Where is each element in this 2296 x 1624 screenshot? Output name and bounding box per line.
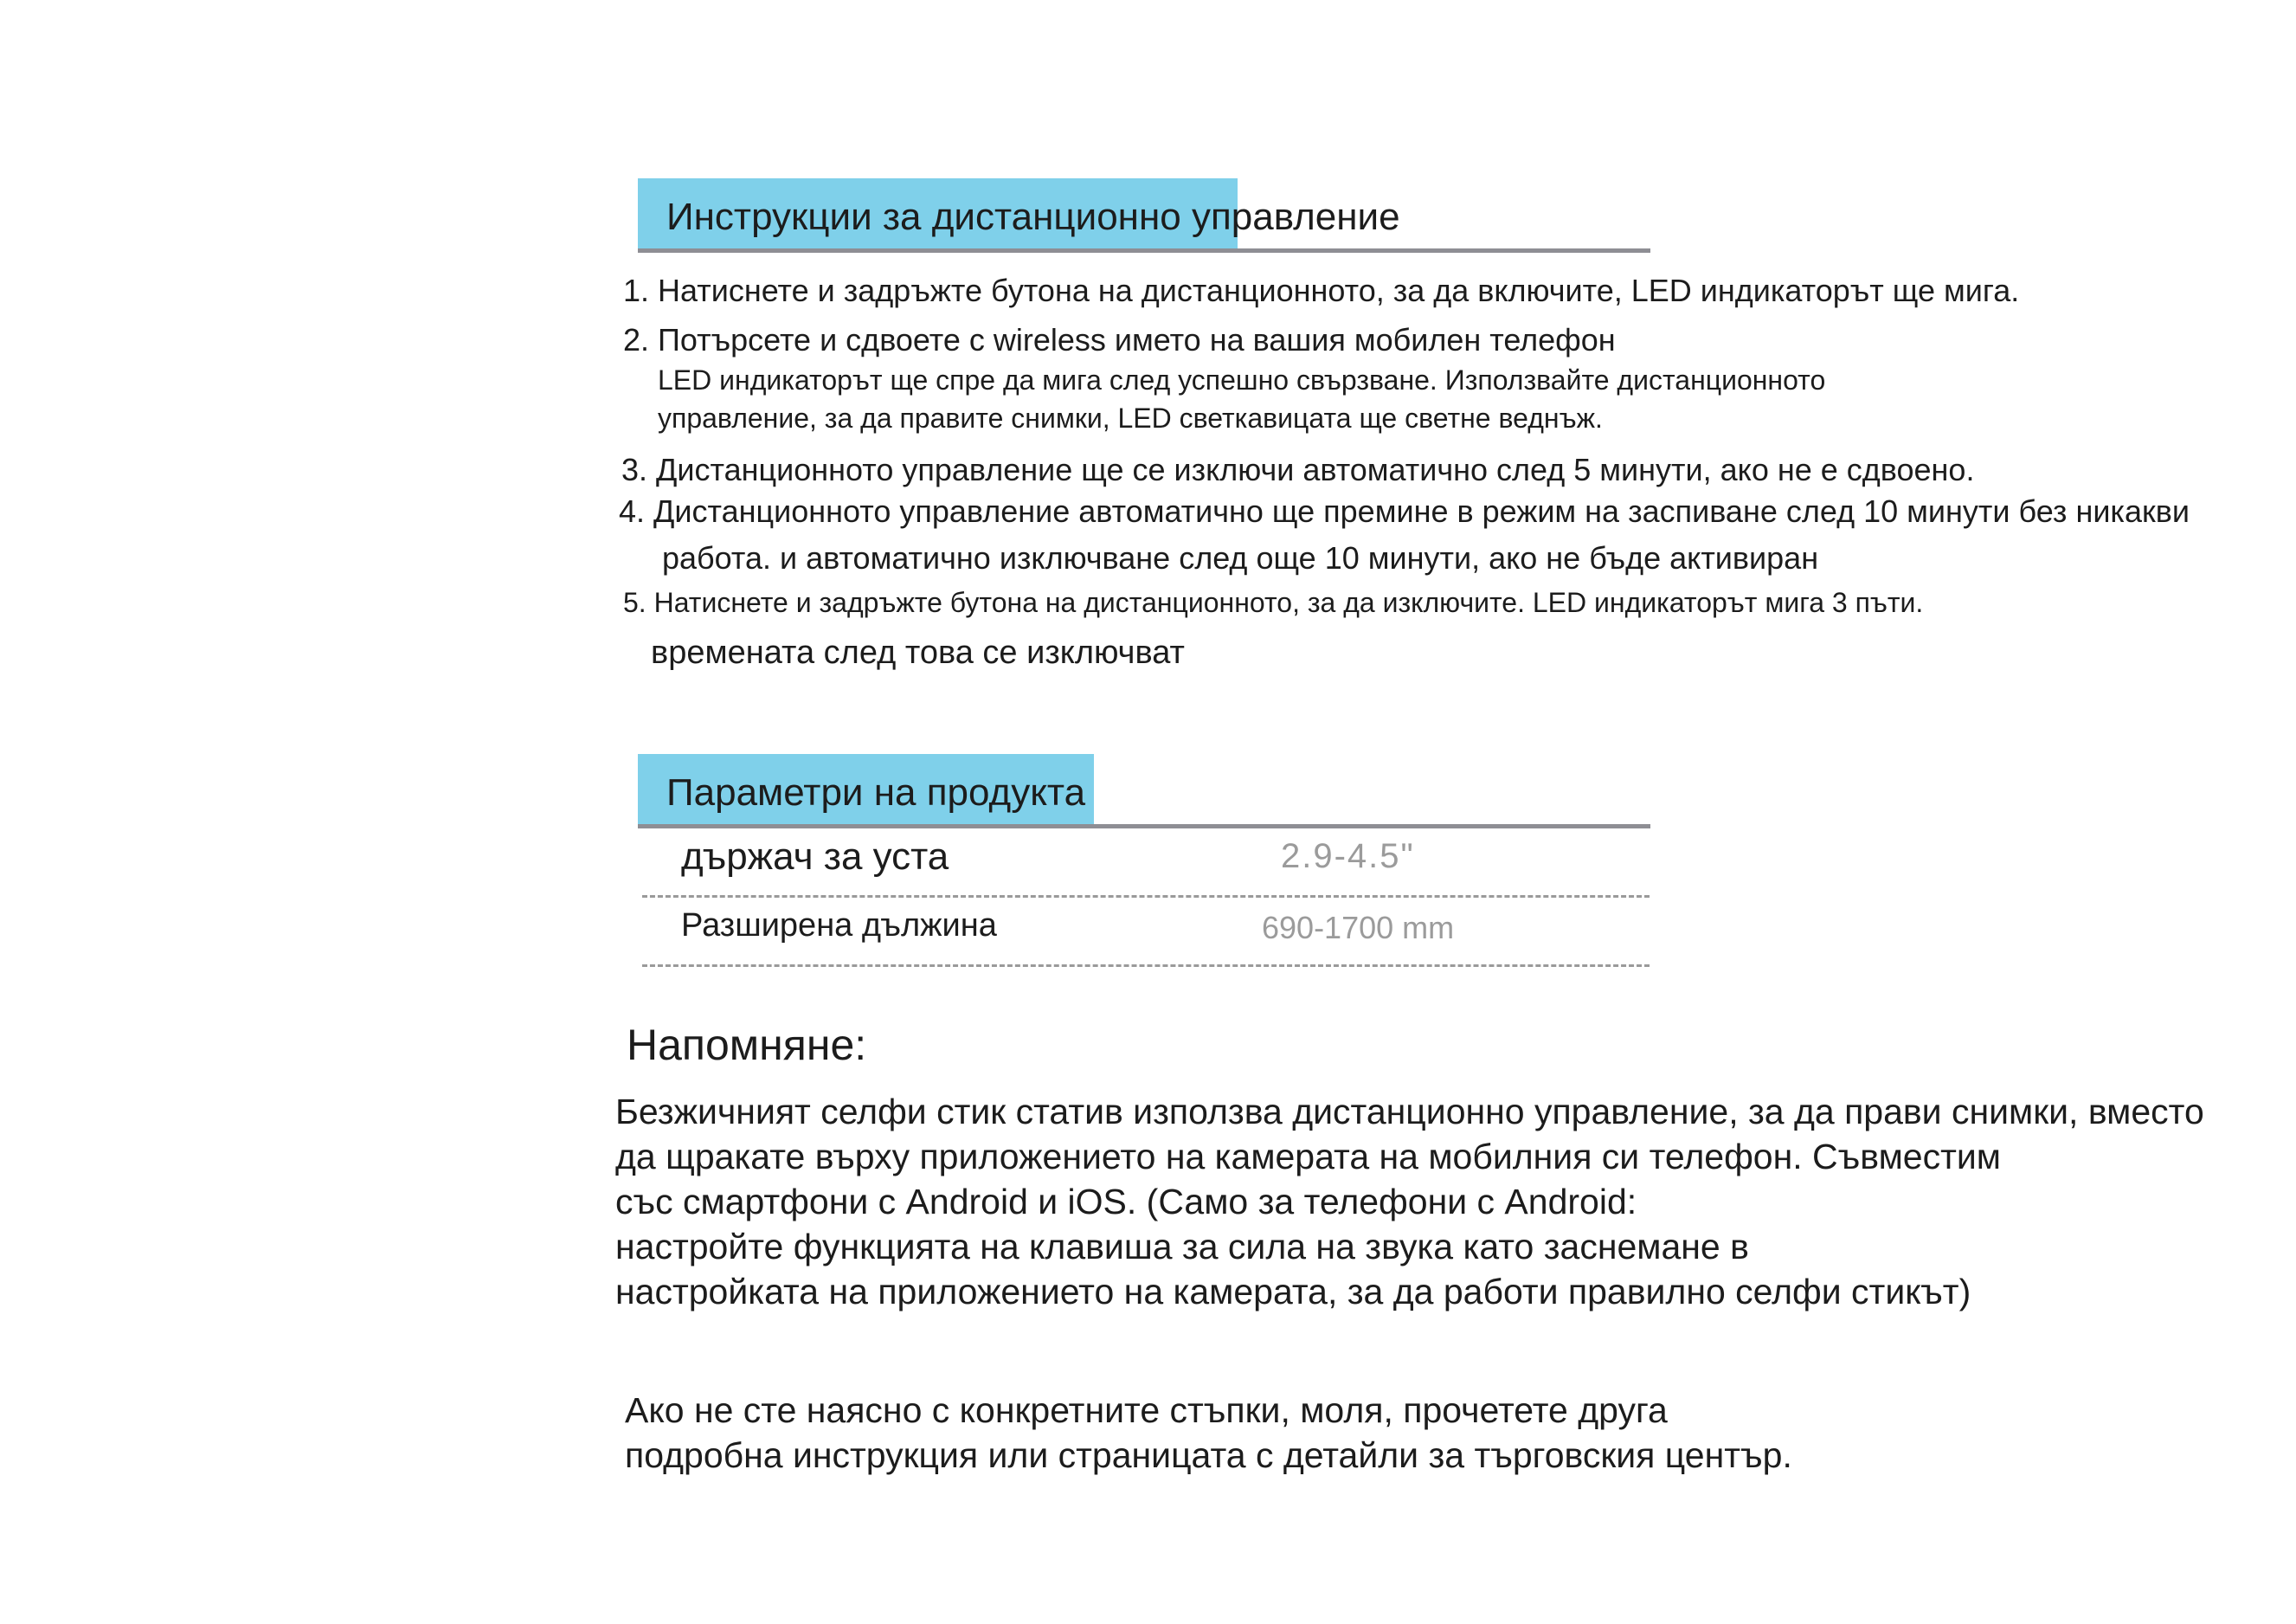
instruction-line-4: 4. Дистанционното управление автоматично ще премине в режим на заспиване след 10 минути без никакви <box>619 493 2190 529</box>
instruction-line-2-detail-a: LED индикаторът ще спре да мига след успешно свързване. Използвайте дистанционното <box>658 364 1826 396</box>
param-value-mouth-holder: 2.9-4.5" <box>1281 837 1415 875</box>
instructions-header-rule <box>638 248 1650 253</box>
reminder-p1-line: със смартфони с Android и iOS. (Само за телефони с Android: <box>615 1182 1637 1221</box>
instruction-line-5-cont: времената след това се изключват <box>651 635 1185 671</box>
reminder-p1-line: настройте функцията на клавиша за сила на звука като заснемане в <box>615 1227 1749 1266</box>
param-divider <box>642 964 1650 967</box>
param-label-mouth-holder: държач за уста <box>681 835 949 878</box>
instruction-line-2: 2. Потърсете и сдвоете с wireless името на вашия мобилен телефон <box>623 322 1616 358</box>
param-value-extended-length: 690-1700 mm <box>1262 910 1455 945</box>
reminder-p2-line: подробна инструкция или страницата с детайли за търговския център. <box>625 1435 1792 1475</box>
instructions-header <box>638 178 1650 255</box>
parameters-header <box>638 754 1650 830</box>
parameters-header-rule <box>638 824 1650 828</box>
reminder-p2-line: Ако не сте наясно с конкретните стъпки, моля, прочетете друга <box>625 1390 1668 1430</box>
parameters-title: Параметри на продукта <box>666 771 1086 814</box>
instruction-line-2-detail-b: управление, за да правите снимки, LED светкавицата ще светне веднъж. <box>658 403 1603 434</box>
reminder-p1-line: настройката на приложението на камерата, за да работи правилно селфи стикът) <box>615 1272 1971 1311</box>
instruction-line-5: 5. Натиснете и задръжте бутона на дистанционното, за да изключите. LED индикаторът мига 3 пъти. <box>623 587 1924 618</box>
reminder-p1-line: да щракате върху приложението на камерата на мобилния си телефон. Съвместим <box>615 1137 2001 1176</box>
reminder-paragraph-1 <box>615 1089 2204 1314</box>
instruction-line-1: 1. Натиснете и задръжте бутона на дистанционното, за да включите, LED индикаторът ще мига. <box>623 273 2020 308</box>
param-label-extended-length: Разширена дължина <box>681 907 997 944</box>
instructions-title: Инструкции за дистанционно управление <box>666 196 1400 238</box>
instruction-line-4-cont: работа. и автоматично изключване след още 10 минути, ако не бъде активиран <box>662 540 1819 576</box>
reminder-paragraph-2 <box>625 1388 1792 1478</box>
reminder-p1-line: Безжичният селфи стик статив използва дистанционно управление, за да прави снимки, вместо <box>615 1092 2204 1131</box>
reminder-title: Напомняне: <box>627 1021 867 1069</box>
instruction-line-3: 3. Дистанционното управление ще се изключи автоматично след 5 минути, ако не е сдвоено. <box>621 452 1975 487</box>
param-divider <box>642 895 1650 898</box>
